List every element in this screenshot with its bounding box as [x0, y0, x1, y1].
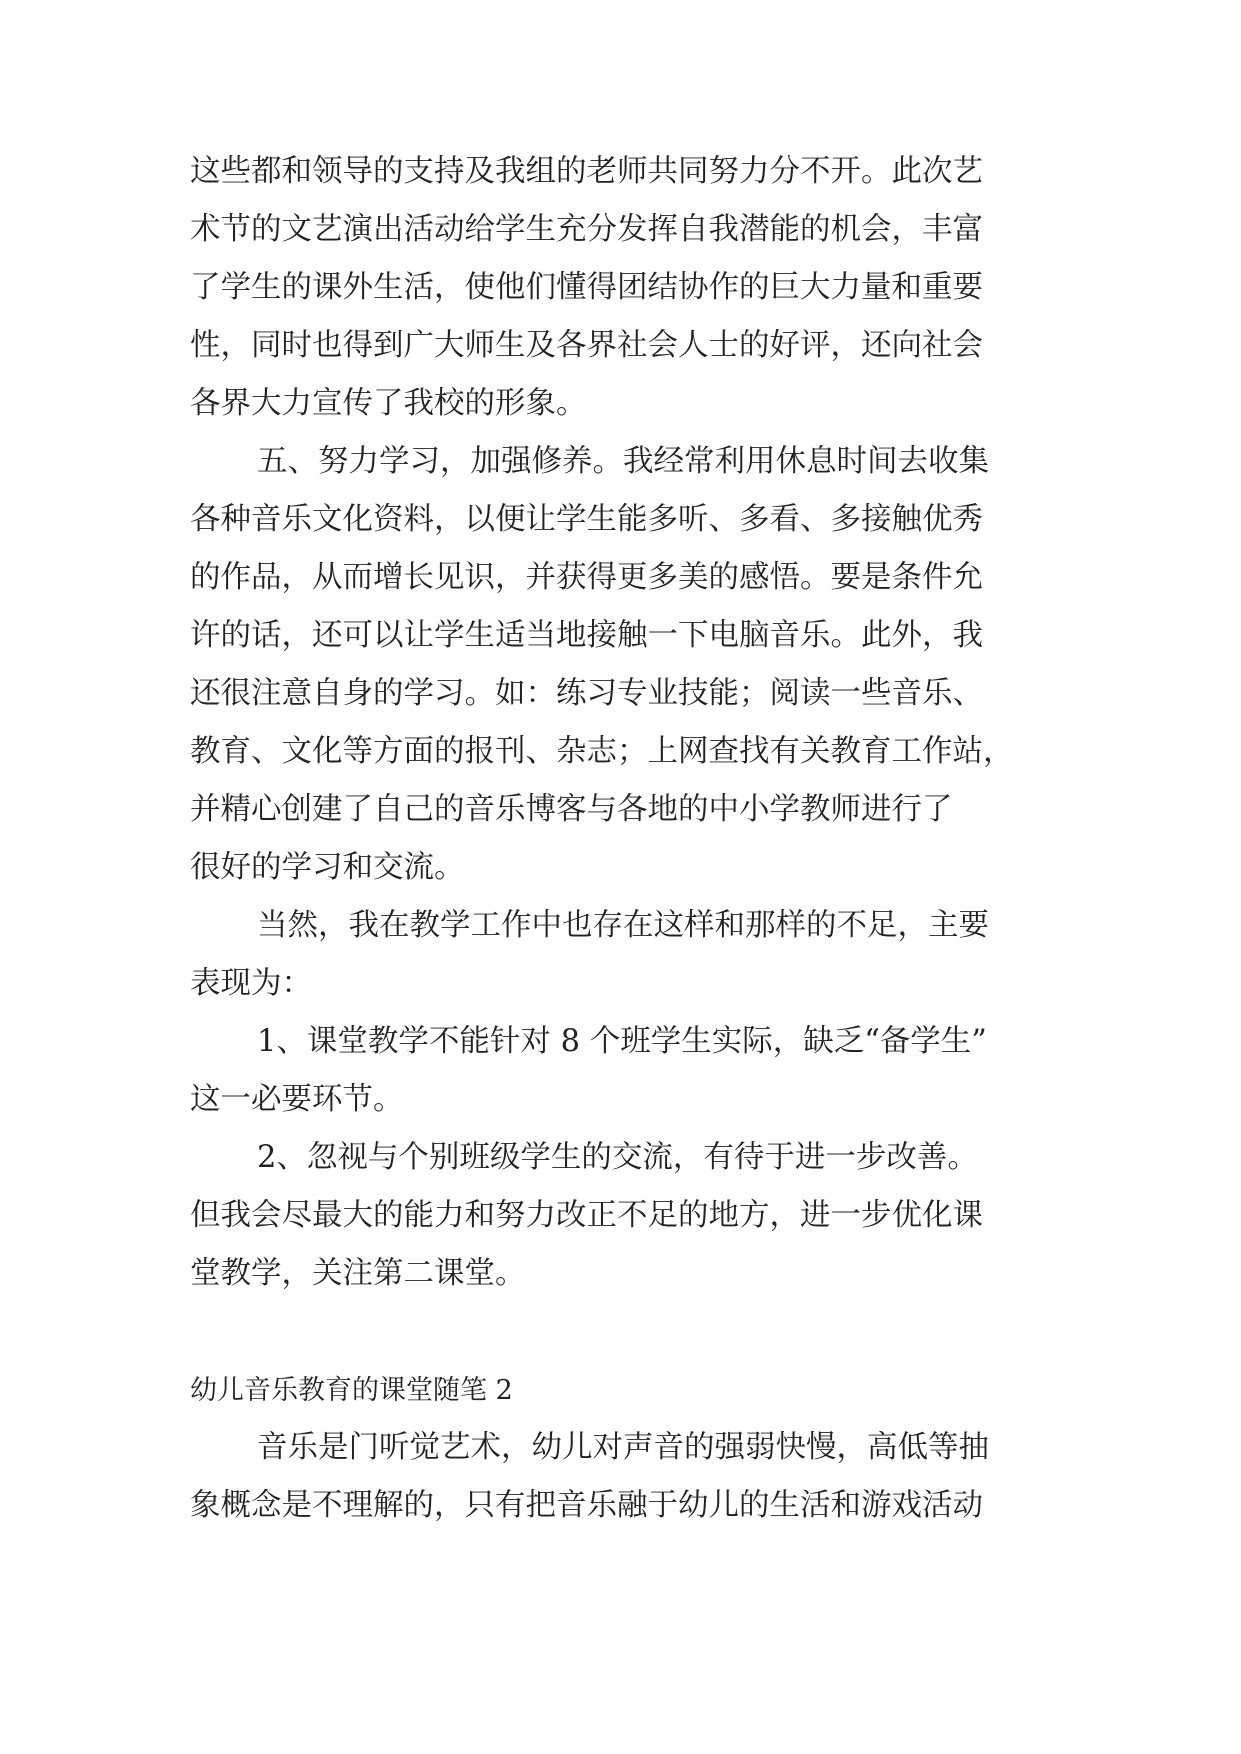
paragraph-line: 许的话，还可以让学生适当地接触一下电脑音乐。此外，我 — [190, 618, 983, 653]
paragraph-line: 当然，我在教学工作中也存在这样和那样的不足，主要 — [257, 908, 989, 943]
paragraph-line: 五、努力学习，加强修养。我经常利用休息时间去收集 — [257, 444, 989, 479]
paragraph-line: 2、忽视与个别班级学生的交流，有待于进一步改善。 — [257, 1140, 978, 1175]
paragraph-line: 1、课堂教学不能针对 8 个班学生实际，缺乏“备学生” — [257, 1024, 987, 1059]
paragraph-line: 术节的文艺演出活动给学生充分发挥自我潜能的机会，丰富 — [190, 212, 983, 247]
paragraph-line: 教育、文化等方面的报刊、杂志；上网查找有关教育工作站， — [190, 734, 1014, 769]
paragraph-line: 这一必要环节。 — [190, 1082, 404, 1117]
paragraph-line: 表现为： — [190, 966, 312, 1001]
paragraph-line: 还很注意自身的学习。如：练习专业技能；阅读一些音乐、 — [190, 676, 983, 711]
paragraph-line: 音乐是门听觉艺术，幼儿对声音的强弱快慢，高低等抽 — [257, 1430, 989, 1465]
paragraph-line: 并精心创建了自己的音乐博客与各地的中小学教师进行了 — [190, 792, 953, 827]
paragraph-line: 了学生的课外生活，使他们懂得团结协作的巨大力量和重要 — [190, 270, 983, 305]
paragraph-line: 象概念是不理解的，只有把音乐融于幼儿的生活和游戏活动 — [190, 1488, 983, 1523]
paragraph-line: 性，同时也得到广大师生及各界社会人士的好评，还向社会 — [190, 328, 983, 363]
paragraph-line: 的作品，从而增长见识，并获得更多美的感悟。要是条件允 — [190, 560, 983, 595]
paragraph-line: 这些都和领导的支持及我组的老师共同努力分不开。此次艺 — [190, 154, 983, 189]
section-heading: 幼儿音乐教育的课堂随笔 2 — [190, 1375, 513, 1406]
paragraph-line: 各种音乐文化资料，以便让学生能多听、多看、多接触优秀 — [190, 502, 983, 537]
paragraph-line: 但我会尽最大的能力和努力改正不足的地方，进一步优化课 — [190, 1198, 983, 1233]
paragraph-line: 各界大力宣传了我校的形象。 — [190, 386, 587, 421]
paragraph-line: 很好的学习和交流。 — [190, 850, 465, 885]
paragraph-line: 堂教学，关注第二课堂。 — [190, 1256, 526, 1291]
